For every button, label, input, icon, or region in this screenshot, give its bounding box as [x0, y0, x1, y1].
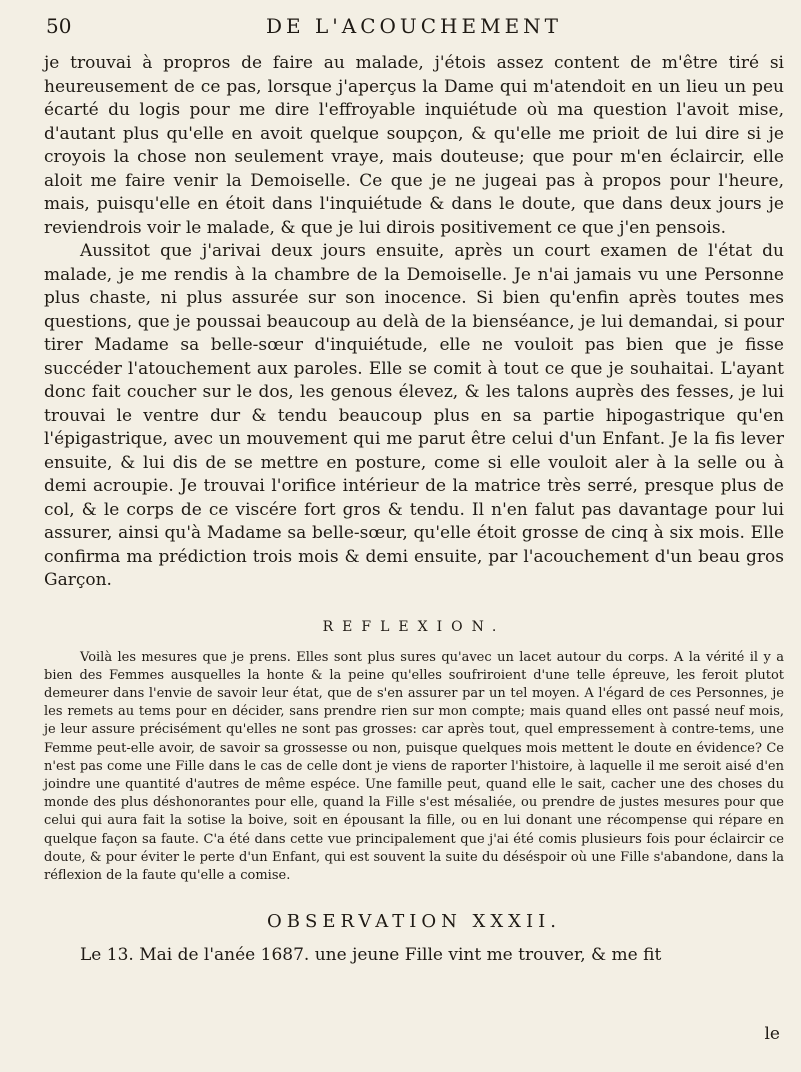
observation-first-line: Le 13. Mai de l'anée 1687. une jeune Fille vint me trouver, & me fit: [80, 945, 662, 966]
catchword: le: [764, 1024, 780, 1044]
paragraph-1: je trouvai à propros de faire au malade, j'étois assez content de m'être tiré si heureusement de ce pas, lorsque j'aperçus la Dame qui m'atendoit en un lieu un peu écarté du logis pour me dire l'effroyable inquiétude où ma question l'avoit mise, d'autant plus qu'elle en avoit quelque soupçon, & qu'elle me prioit de lui dire si je croyois la chose non seulement vraye, mais douteuse; que pour m'en éclaircir, elle aloit me faire venir la Demoiselle. Ce que je ne jugeai pas à propos pour l'heure, mais, puisqu'elle en étoit dans l'inquiétude & dans le doute, que dans deux jours je reviendrois voir le malade, & que je lui dirois positivement ce que j'en pensois.: [44, 53, 784, 238]
reflexion-heading: REFLEXION.: [322, 618, 506, 635]
reflexion-text: Voilà les mesures que je prens. Elles sont plus sures qu'avec un lacet autour du corps. A la vérité il y a bien des Femmes ausquelles la honte & la peine qu'elles soufriroient d'une telle épreuve, les feroit plutot demeurer dans l'envie de savoir leur état, que de s'en assurer par un tel moyen. A l'égard de ces Personnes, je les remets au tems pour en décider, sans prendre rien sur mon compte; mais quand elles ont passé neuf mois, je leur assure précisément qu'elles ne sont pas grosses: car après tout, quel empressement à contre-tems, une Femme peut-elle avoir, de savoir sa grossesse ou non, puisque quelques mois mettent le doute en évidence? Ce n'est pas come une Fille dans le cas de celle dont je viens de raporter l'histoire, à laquelle il me seroit aisé d'en joindre une quantité d'autres de même espéce. Une famille peut, quand elle le sait, cacher une des choses du monde des plus déshonorantes pour elle, quand la Fille s'est mésaliée, ou prendre de justes mesures pour que celui qui aura fait la sotise la boive, soit en épousant la fille, ou en lui donant une récompense qui répare en quelque façon sa faute. C'a été dans cette vue principalement que j'ai été comis plusieurs fois pour éclaircir ce doute, & pour éviter le perte d'un Enfant, qui est souvent la suite du déséspoir où une Fille s'abandone, dans la réflexion de la faute qu'elle a comise.: [44, 649, 784, 883]
book-page: [44, 14, 784, 1064]
running-head: [44, 14, 784, 44]
observation-heading: OBSERVATION XXXII.: [267, 911, 561, 933]
paragraph-2: Aussitot que j'arivai deux jours ensuite, après un court examen de l'état du malade, je me rendis à la chambre de la Demoiselle. Je n'ai jamais vu une Personne plus chaste, ni plus assurée sur son inocence. Si bien qu'enfin après toutes mes questions, que je poussai beaucoup au delà de la bienséance, je lui demandai, si pour tirer Madame sa belle-sœur d'inquiétude, elle ne vouloit pas bien que je fisse succéder l'atouchement aux paroles. Elle se comit à tout ce que je souhaitai. L'ayant donc fait coucher sur le dos, les genous élevez, & les talons auprès des fesses, je lui trouvai le ventre dur & tendu beaucoup plus en sa partie hipogastrique qu'en l'épigastrique, avec un mouvement qui me parut être celui d'un Enfant. Je la fis lever ensuite, & lui dis de se mettre en posture, come si elle vouloit aler à la selle ou à demi acroupie. Je trouvai l'orifice intérieur de la matrice très serré, presque plus de col, & le corps de ce viscére fort gros & tendu. Il n'en falut pas davantage pour lui assurer, ainsi qu'à Madame sa belle-sœur, qu'elle étoit grosse de cinq à six mois. Elle confirma ma prédiction trois mois & demi ensuite, par l'acouchement d'un beau gros Garçon.: [44, 241, 784, 590]
page-number: 50: [46, 14, 72, 38]
main-text: [44, 52, 784, 593]
running-title: DE L'ACOUCHEMENT: [265, 14, 563, 38]
